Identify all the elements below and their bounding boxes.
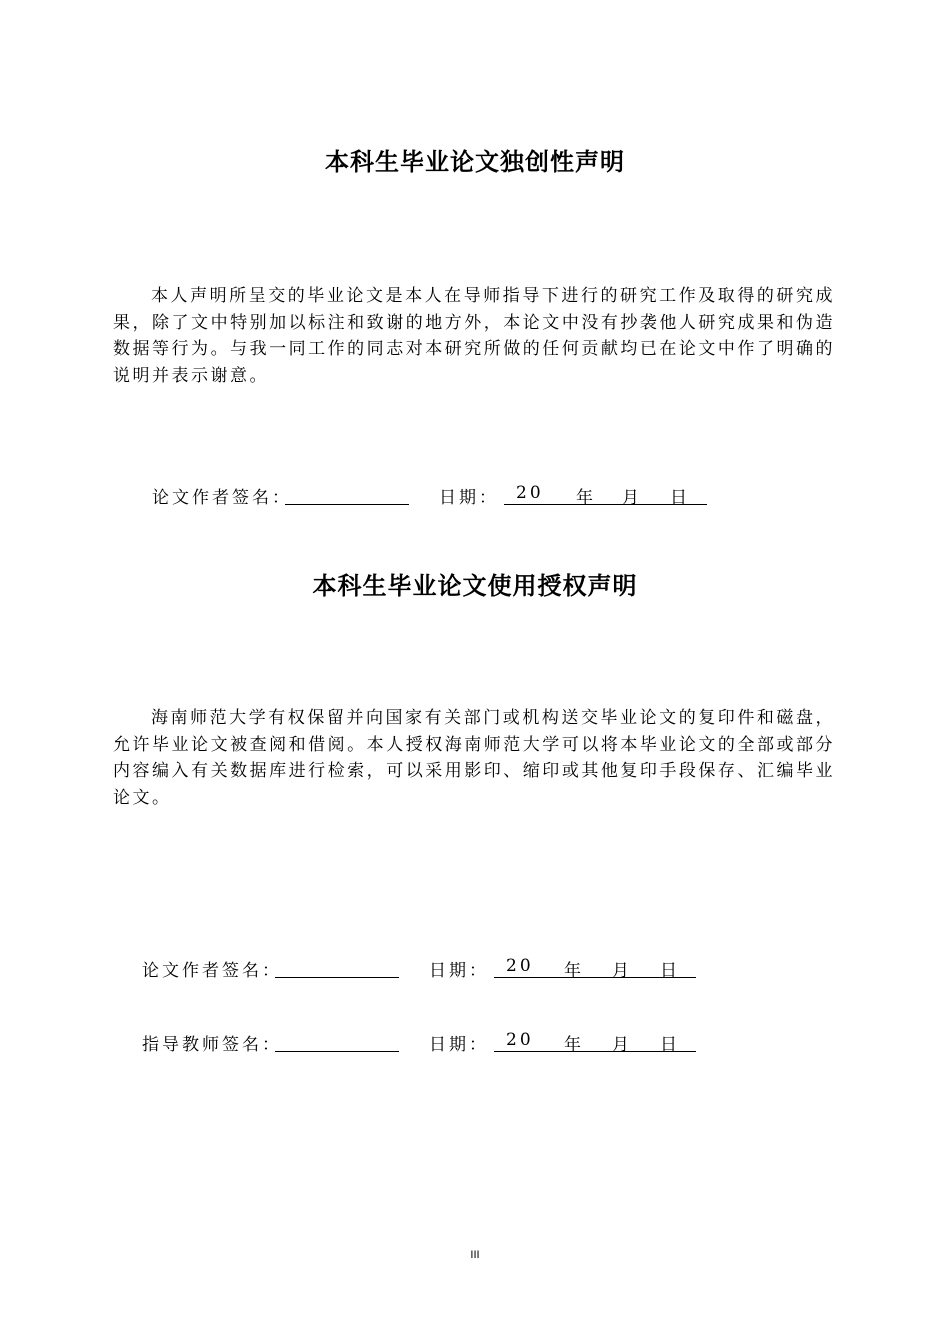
originality-body: 本人声明所呈交的毕业论文是本人在导师指导下进行的研究工作及取得的研究成果，除了文中特别加以标注和致谢的地方外，本论文中没有抄袭他人研究成果和伪造数据等行为。与我一同工作的同志对本研究所做的任何贡献均已在论文中作了明确的说明并表示谢意。: [113, 286, 835, 386]
day-char: 日: [660, 961, 680, 981]
month-char: 月: [612, 961, 632, 981]
day-char: 日: [660, 1035, 680, 1055]
author-signature-label: 论文作者签名：: [152, 488, 292, 508]
date-label: 日期：: [429, 961, 489, 981]
authorization-title: 本科生毕业论文使用授权声明: [312, 572, 638, 600]
month-char: 月: [612, 1035, 632, 1055]
page-number: III: [470, 1249, 480, 1261]
month-char: 月: [622, 488, 642, 508]
date-label: 日期：: [439, 488, 499, 508]
authorization-advisor-signature-row: [142, 1030, 742, 1054]
author-signature-label: 论文作者签名：: [142, 961, 282, 981]
year-char: 年: [564, 1035, 584, 1055]
year-char: 年: [564, 961, 584, 981]
author-signature-blank[interactable]: [275, 977, 399, 978]
author-signature-blank[interactable]: [285, 504, 409, 505]
originality-title: 本科生毕业论文独创性声明: [325, 148, 625, 176]
authorization-author-signature-row: [142, 956, 742, 980]
year-prefix: 20: [516, 483, 544, 503]
year-prefix: 20: [506, 1030, 534, 1050]
year-prefix: 20: [506, 956, 534, 976]
day-char: 日: [670, 488, 690, 508]
advisor-signature-label: 指导教师签名：: [142, 1035, 282, 1055]
originality-signature-row: [152, 483, 752, 507]
date-label: 日期：: [429, 1035, 489, 1055]
advisor-signature-blank[interactable]: [275, 1051, 399, 1052]
authorization-body: 海南师范大学有权保留并向国家有关部门或机构送交毕业论文的复印件和磁盘，允许毕业论文被查阅和借阅。本人授权海南师范大学可以将本毕业论文的全部或部分内容编入有关数据库进行检索，可以采用影印、缩印或其他复印手段保存、汇编毕业论文。: [113, 708, 835, 808]
year-char: 年: [576, 488, 596, 508]
